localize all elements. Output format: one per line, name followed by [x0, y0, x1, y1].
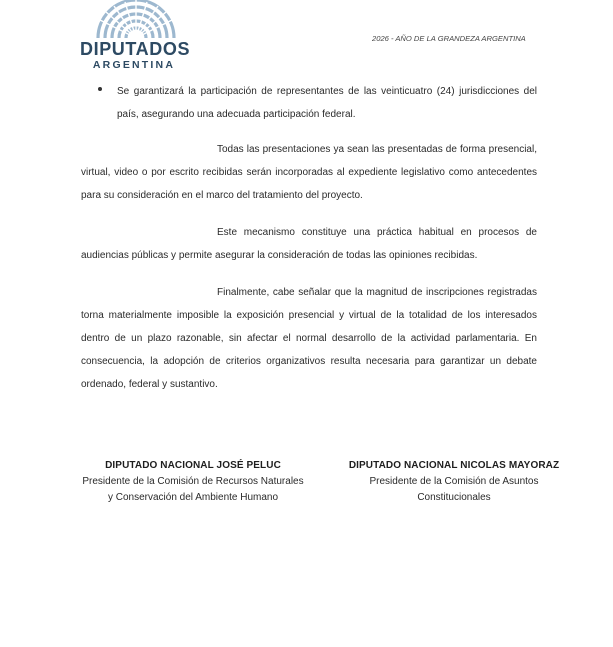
logo-subtitle: ARGENTINA [92, 59, 176, 71]
logo-title: DIPUTADOS [80, 39, 191, 59]
paragraph-conclusion: Finalmente, cabe señalar que la magnitud de inscripciones registradas torna materialmente imposible la exposición presencial y virtual de la totalidad de los interesados dentro de un plazo razonable, sin afectar el normal desarrollo de la actividad parlamentaria. En consecuencia, la adopción de criterios organizativos resulta necesaria para garantizar un debate ordenado, federal y sustantivo. [81, 287, 537, 390]
signature-name: DIPUTADO NACIONAL JOSÉ PELUC [105, 460, 281, 471]
signature-block-peluc [62, 458, 324, 506]
signature-role-line: Presidente de la Comisión de Recursos Naturales [82, 476, 304, 487]
signature-role-line: Constitucionales [417, 492, 491, 503]
signature-name: DIPUTADO NACIONAL NICOLAS MAYORAZ [348, 460, 560, 471]
paragraph-presentations: Todas las presentaciones ya sean las presentadas de forma presencial, virtual, video o por escrito recibidas serán incorporadas al expediente legislativo como antecedentes para su consideración en el marco del tratamiento del proyecto. [81, 144, 537, 201]
signature-role-line: y Conservación del Ambiente Humano [107, 492, 279, 503]
year-motto: 2026 - AÑO DE LA GRANDEZA ARGENTINA [372, 34, 526, 43]
bullet-item: Se garantizará la participación de representantes de las veinticuatro (24) jurisdicciones del país, asegurando una adecuada participación federal. [117, 86, 537, 120]
signature-block-mayoraz [334, 458, 574, 506]
bullet-icon [98, 87, 102, 91]
chamber-emblem-icon [94, 0, 178, 38]
paragraph-mechanism: Este mecanismo constituye una práctica habitual en procesos de audiencias públicas y permite asegurar la consideración de todas las opiniones recibidas. [81, 227, 537, 261]
chamber-logo [80, 0, 190, 72]
signature-role-line: Presidente de la Comisión de Asuntos [369, 476, 539, 487]
